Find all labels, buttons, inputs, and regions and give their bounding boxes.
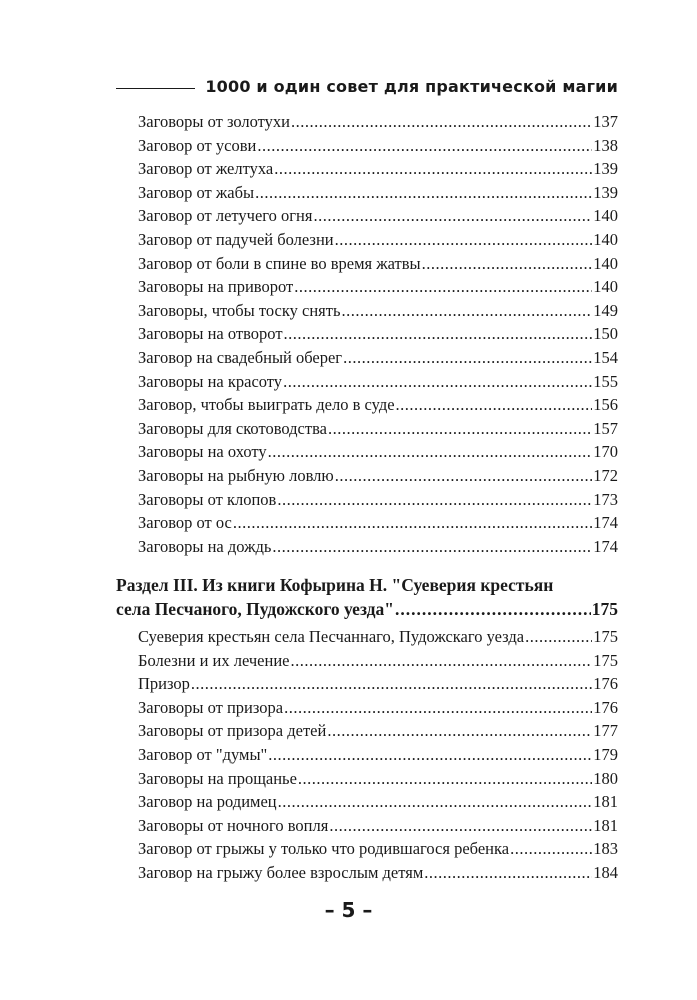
leader-dots xyxy=(395,597,591,621)
toc-entry-title: Заговоры, чтобы тоску снять xyxy=(138,300,341,320)
toc-entry-title: Заговор на грыжу более взрослым детям xyxy=(138,863,424,882)
leader-dots xyxy=(290,650,592,672)
leader-dots xyxy=(424,862,592,884)
leader-dots xyxy=(272,536,592,558)
leader-dots xyxy=(341,300,592,322)
toc-entry-page: 139 xyxy=(593,159,618,179)
toc-entry xyxy=(138,626,618,648)
toc-entry xyxy=(138,650,618,672)
toc-entry xyxy=(138,697,618,719)
toc-entry-title: Заговоры от клопов xyxy=(138,489,277,509)
leader-dots xyxy=(284,323,593,345)
toc-entry-page: 181 xyxy=(593,815,618,835)
toc-entry-page: 180 xyxy=(593,768,618,788)
leader-dots xyxy=(313,205,592,227)
leader-dots xyxy=(284,697,592,719)
toc-entry xyxy=(138,394,618,416)
leader-dots xyxy=(255,182,592,204)
leader-dots xyxy=(343,347,592,369)
leader-dots xyxy=(328,418,592,440)
section-heading-text-2: села Песчаного, Пудожского уезда" xyxy=(116,599,394,619)
toc-entry-page: 140 xyxy=(593,230,618,249)
toc-entry-page: 175 xyxy=(593,627,618,646)
toc-entry-title: Заговор от боли в спине во время жатвы xyxy=(138,253,421,273)
leader-dots xyxy=(278,791,593,813)
toc-entry xyxy=(138,512,618,534)
toc-entry-page: 174 xyxy=(593,513,618,533)
leader-dots xyxy=(268,744,592,766)
toc-entry-title: Заговор на свадебный оберег xyxy=(138,348,343,367)
toc-entry xyxy=(138,418,618,440)
toc-entry-title: Заговоры на прощанье xyxy=(138,768,297,788)
toc-entry-page: 150 xyxy=(593,324,618,344)
toc-entry-title: Заговоры на приворот xyxy=(138,277,294,297)
toc-entry-title: Заговоры от золотухи xyxy=(138,112,290,131)
toc-entry-page: 179 xyxy=(593,745,618,764)
toc-entry-page: 177 xyxy=(593,721,618,741)
leader-dots xyxy=(327,720,592,742)
toc-entry xyxy=(138,768,618,790)
toc-entry-page: 172 xyxy=(593,466,618,485)
section-heading xyxy=(116,573,618,621)
toc-entry-title: Заговор от летучего огня xyxy=(138,206,313,226)
toc-entry-page: 155 xyxy=(593,371,618,391)
toc-entry-title: Заговор от жабы xyxy=(138,182,255,202)
toc-entry-page: 176 xyxy=(593,697,618,717)
leader-dots xyxy=(277,489,592,511)
leader-dots xyxy=(329,815,592,837)
book-title: 1000 и один совет для практической магии xyxy=(205,76,618,96)
leader-dots xyxy=(396,394,593,416)
toc-entry-page: 140 xyxy=(593,277,618,297)
leader-dots xyxy=(274,158,592,180)
toc-entry xyxy=(138,441,618,463)
toc-entry xyxy=(138,673,618,695)
leader-dots xyxy=(283,371,592,393)
leader-dots xyxy=(191,673,592,695)
toc-entry-page: 183 xyxy=(593,839,618,859)
toc-entry-title: Заговоры для скотоводства xyxy=(138,418,327,438)
toc-entry-title: Болезни и их лечение xyxy=(138,650,290,670)
toc-entry xyxy=(138,791,618,813)
leader-dots xyxy=(268,441,593,463)
toc-entry-title: Заговор от грыжы у только что родившагося ребенка xyxy=(138,839,510,859)
toc-entry-title: Заговор от падучей болезни xyxy=(138,230,334,249)
toc-entry-title: Заговор от желтуха xyxy=(138,159,274,179)
toc-entry-title: Заговоры от призора xyxy=(138,697,284,717)
toc-entry xyxy=(138,135,618,157)
toc-entry xyxy=(138,465,618,487)
toc-entry-page: 176 xyxy=(593,674,618,694)
leader-dots xyxy=(335,465,593,487)
toc-entry-page: 170 xyxy=(593,442,618,462)
toc-entry-page: 181 xyxy=(593,792,618,812)
toc-entry-title: Заговоры на дождь xyxy=(138,536,272,556)
toc-entry-page: 140 xyxy=(593,253,618,273)
toc-entry-title: Заговоры на отворот xyxy=(138,324,283,344)
leader-dots xyxy=(294,276,592,298)
toc-entry-page: 140 xyxy=(593,206,618,226)
toc-entry-page: 149 xyxy=(593,300,618,320)
toc-entry-title: Заговоры на охоту xyxy=(138,442,267,462)
toc-entry-page: 137 xyxy=(593,112,618,131)
leader-dots xyxy=(257,135,592,157)
toc-entry xyxy=(138,720,618,742)
leader-dots xyxy=(233,512,592,534)
toc-entry-title: Заговоры от призора детей xyxy=(138,721,327,741)
toc-entry-title: Заговор от "думы" xyxy=(138,745,268,764)
toc-entry xyxy=(138,536,618,558)
toc-entry xyxy=(138,862,618,884)
toc-entry-page: 138 xyxy=(593,135,618,155)
toc-entry-page: 173 xyxy=(593,489,618,509)
toc-entry-title: Заговор от усови xyxy=(138,135,257,155)
toc-entry xyxy=(138,371,618,393)
header-rule xyxy=(116,88,195,89)
section-heading-line-2 xyxy=(116,597,618,621)
section-heading-line-1 xyxy=(116,573,618,597)
toc-entry-title: Заговор на родимец xyxy=(138,792,277,812)
toc-entry-title: Заговоры на красоту xyxy=(138,371,283,391)
toc-entry-page: 139 xyxy=(593,182,618,202)
leader-dots xyxy=(291,111,592,133)
running-header xyxy=(116,74,618,98)
toc-entry-page: 154 xyxy=(593,348,618,367)
leader-dots xyxy=(525,626,592,648)
toc-entry xyxy=(138,229,618,251)
toc-entry xyxy=(138,815,618,837)
section-heading-text-1: Раздел III. Из книги Кофырина Н. "Суеверия крестьян xyxy=(116,575,554,595)
leader-dots xyxy=(510,838,592,860)
toc-entry xyxy=(138,111,618,133)
toc-entry-title: Заговор от ос xyxy=(138,513,232,533)
toc-entry xyxy=(138,300,618,322)
toc-entry-title: Заговоры от ночного вопля xyxy=(138,815,329,835)
toc-entry-page: 156 xyxy=(593,395,618,415)
toc-entry xyxy=(138,744,618,766)
toc-entry xyxy=(138,323,618,345)
toc-entry-title: Суеверия крестьян села Песчаннаго, Пудожскаго уезда xyxy=(138,627,525,646)
toc-entry xyxy=(138,838,618,860)
toc-entry-page: 175 xyxy=(593,650,618,670)
leader-dots xyxy=(298,768,592,790)
leader-dots xyxy=(422,253,593,275)
toc-entry xyxy=(138,158,618,180)
toc-entry-page: 174 xyxy=(593,536,618,556)
toc-entry xyxy=(138,276,618,298)
toc-entry xyxy=(138,205,618,227)
toc-entry-page: 157 xyxy=(593,418,618,438)
leader-dots xyxy=(335,229,593,251)
toc-entry-title: Заговоры на рыбную ловлю xyxy=(138,466,334,485)
toc-entry-page: 184 xyxy=(593,863,618,882)
toc-entry xyxy=(138,253,618,275)
toc-entry xyxy=(138,182,618,204)
toc-entry xyxy=(138,489,618,511)
toc-entry-title: Призор xyxy=(138,674,190,694)
section-page-number: 175 xyxy=(591,599,618,619)
toc-entry-title: Заговор, чтобы выиграть дело в суде xyxy=(138,395,395,415)
toc-entry xyxy=(138,347,618,369)
page-number: – 5 – xyxy=(324,898,373,922)
